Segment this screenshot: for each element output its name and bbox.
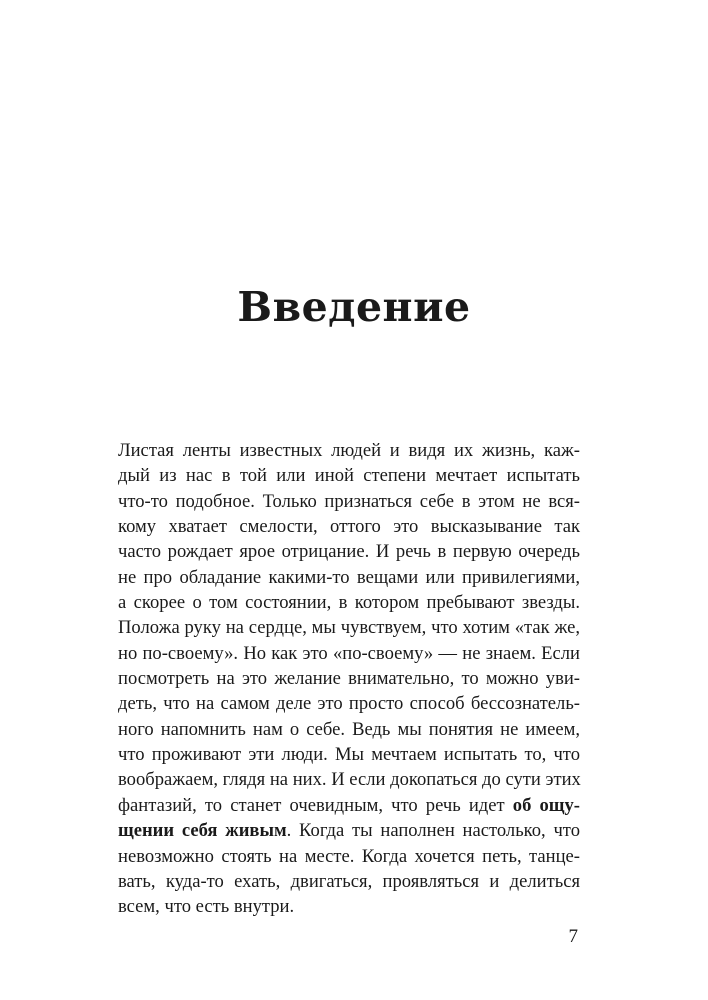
line-15-text: фантазий, то станет очевидным, что речь идет — [118, 794, 513, 816]
paragraph-line-4: кому хватает смелости, оттого это высказывание так — [118, 516, 580, 538]
paragraph-line-15 — [118, 793, 580, 818]
paragraph-line-13: что проживают эти люди. Мы мечтаем испытать то, что — [118, 744, 580, 766]
emphasis-text-start: об ощу- — [512, 794, 580, 816]
paragraph-line-17: невозможно стоять на месте. Когда хочется петь, танце- — [118, 845, 580, 867]
paragraph-line-18: вать, куда-то ехать, двигаться, проявляться и делиться — [118, 870, 580, 892]
paragraph-line-9: но по-своему». Но как это «по-своему» — не знаем. Если — [118, 642, 580, 664]
paragraph-line-11: деть, что на самом деле это просто способ бессознатель- — [118, 693, 580, 715]
line-16-text: . Когда ты наполнен настолько, что — [286, 820, 580, 842]
paragraph-line-8: Положа руку на сердце, мы чувствуем, что хотим «так же, — [118, 617, 580, 639]
page-number: 7 — [568, 926, 578, 947]
body-paragraph — [118, 438, 580, 920]
paragraph-line-6: не про обладание какими-то вещами или привилегиями, — [118, 566, 580, 588]
paragraph-line-3: что-то подобное. Только признаться себе в этом не вся- — [118, 490, 580, 512]
paragraph-line-12: ного напомнить нам о себе. Ведь мы понятия не имеем, — [118, 718, 580, 740]
paragraph-line-16 — [118, 818, 580, 843]
paragraph-line-5: часто рождает ярое отрицание. И речь в первую очередь — [118, 541, 580, 563]
paragraph-line-10: посмотреть на это желание внимательно, то можно уви- — [118, 668, 580, 690]
paragraph-line-19: всем, что есть внутри. — [118, 896, 295, 918]
emphasis-text-end: щении себя живым — [118, 820, 287, 842]
paragraph-line-7: а скорее о том состоянии, в котором пребывают звезды. — [118, 592, 580, 614]
paragraph-line-14: воображаем, глядя на них. И если докопаться до сути этих — [118, 769, 581, 791]
paragraph-line-1: Листая ленты известных людей и видя их жизнь, каж- — [118, 440, 580, 461]
chapter-title: Введение — [237, 283, 471, 331]
paragraph-line-2: дый из нас в той или иной степени мечтает испытать — [118, 465, 580, 487]
